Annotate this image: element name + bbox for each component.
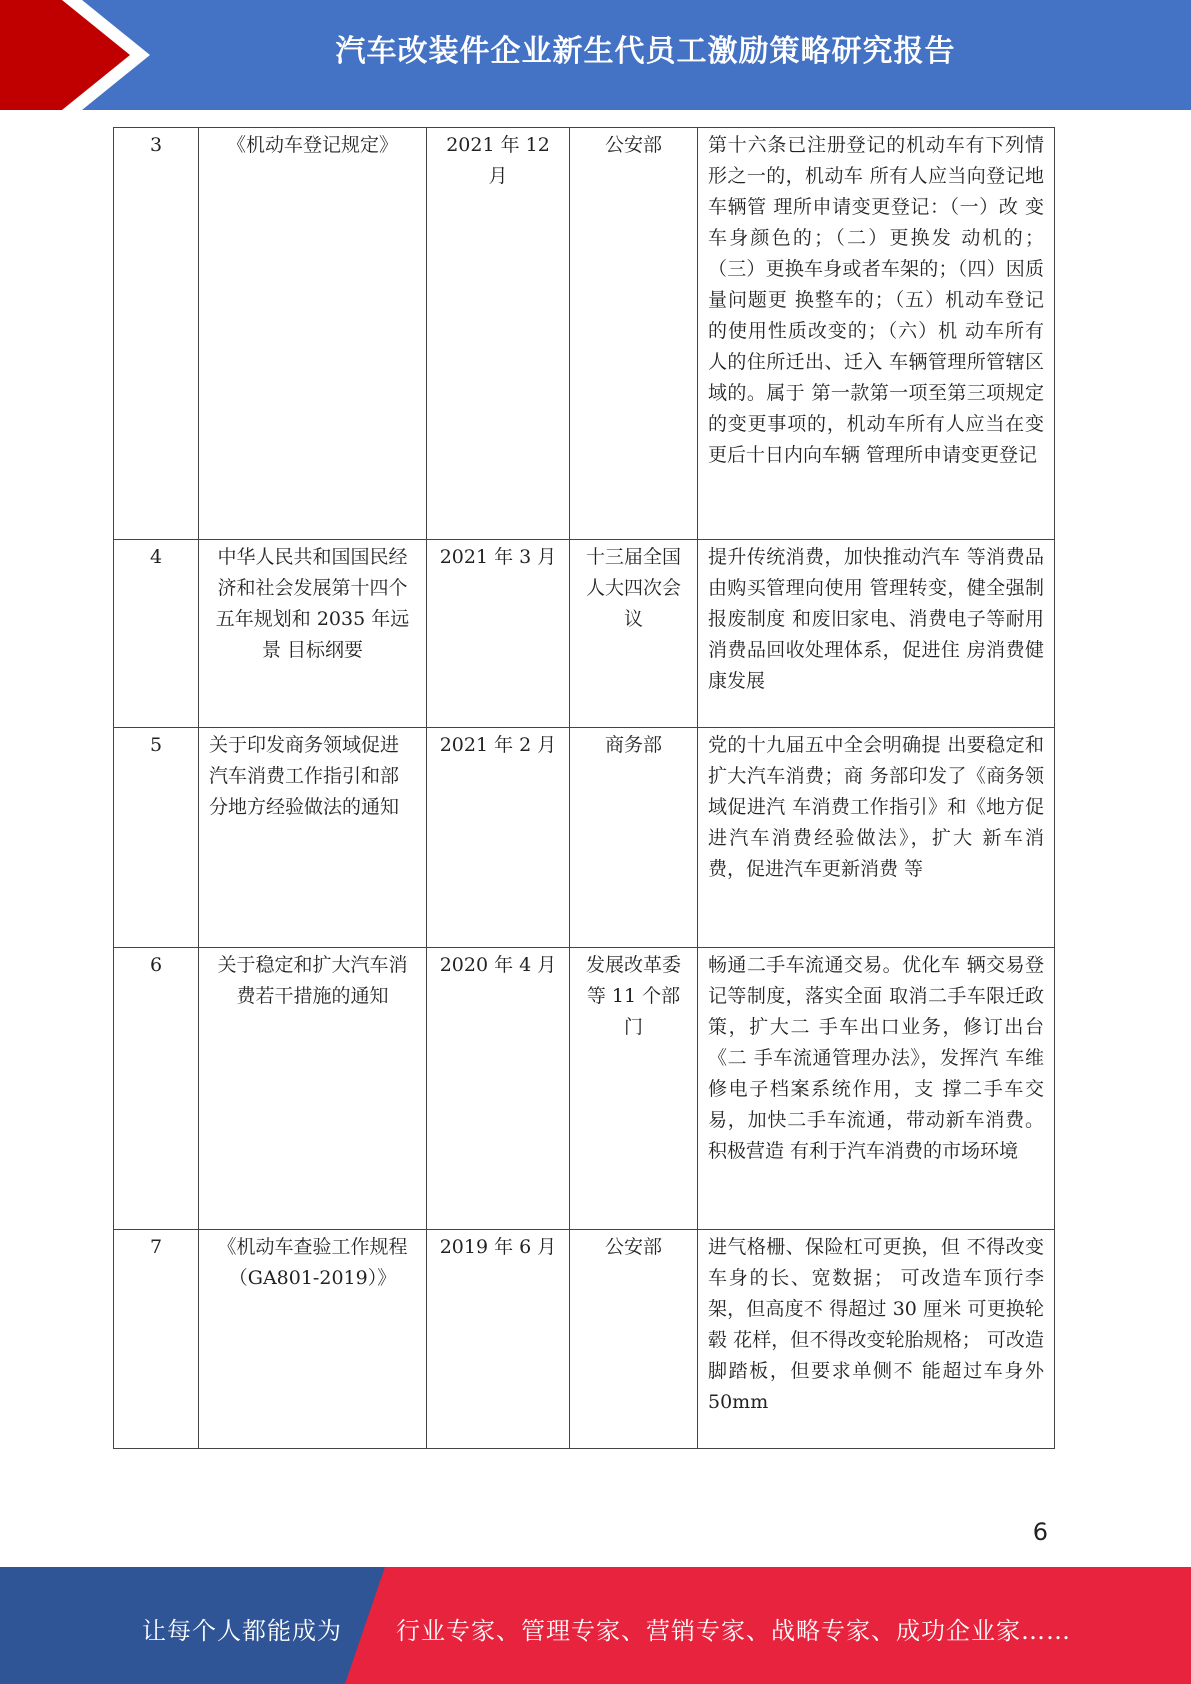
- page-number: 6: [1032, 1518, 1048, 1546]
- policy-content: 第十六条已注册登记的机动车有下列情形之一的，机动车 所有人应当向登记地车辆管 理所申请变更登记：（一）改 变车身颜色的；（二）更换发 动机的；（三）更换车身或者车架的；（四）因质量问题更 换整车的；（五）机动车登记 的使用性质改变的；（六）机 动车所有人的住所迁出、迁入 车辆管理所管辖区域的。属于 第一款第一项至第三项规定 的变更事项的，机动车所有人应当在变更后十日内向车辆 管理所申请变更登记: [698, 128, 1055, 540]
- issue-date: 2019 年 6 月: [427, 1230, 570, 1449]
- policy-content: 党的十九届五中全会明确提 出要稳定和扩大汽车消费；商 务部印发了《商务领域促进汽 车消费工作指引》和《地方促 进汽车消费经验做法》，扩大 新车消费，促进汽车更新消费 等: [698, 728, 1055, 948]
- policy-table: [113, 127, 1055, 1449]
- table-row: [114, 1230, 1055, 1449]
- issue-date: 2020 年 4 月: [427, 948, 570, 1230]
- table-row: [114, 948, 1055, 1230]
- row-number: 4: [114, 540, 199, 728]
- table-row: [114, 128, 1055, 540]
- table-row: [114, 728, 1055, 948]
- issuing-department: 公安部: [570, 1230, 698, 1449]
- policy-name: 《机动车登记规定》: [199, 128, 427, 540]
- policy-name: 关于稳定和扩大汽车消费若干措施的通知: [199, 948, 427, 1230]
- issuing-department: 十三届全国人大四次会议: [570, 540, 698, 728]
- row-number: 5: [114, 728, 199, 948]
- policy-name: 中华人民共和国国民经济和社会发展第十四个五年规划和 2035 年远景 目标纲要: [199, 540, 427, 728]
- issue-date: 2021 年 12 月: [427, 128, 570, 540]
- page-header: [0, 0, 1191, 110]
- header-red-arrow: [0, 0, 145, 110]
- issue-date: 2021 年 3 月: [427, 540, 570, 728]
- issuing-department: 商务部: [570, 728, 698, 948]
- report-title: 汽车改装件企业新生代员工激励策略研究报告: [335, 34, 956, 69]
- policy-name: 《机动车查验工作规程（GA801-2019）》: [199, 1230, 427, 1449]
- policy-content: 畅通二手车流通交易。优化车 辆交易登记等制度，落实全面 取消二手车限迁政策，扩大二 手车出口业务，修订出台《二 手车流通管理办法》，发挥汽 车维修电子档案系统作用，支 撑二手车交易，加快二手车流通，带动新车消费。积极营造 有利于汽车消费的市场环境: [698, 948, 1055, 1230]
- policy-content: 进气格栅、保险杠可更换，但 不得改变车身的长、宽数据； 可改造车顶行李架，但高度不 得超过 30 厘米 可更换轮毂 花样，但不得改变轮胎规格； 可改造脚踏板，但要求单侧不 能超过车身外 50mm: [698, 1230, 1055, 1449]
- row-number: 3: [114, 128, 199, 540]
- policy-name: 关于印发商务领域促进 汽车消费工作指引和部 分地方经验做法的通知: [199, 728, 427, 948]
- footer-slogan-left: 让每个人都能成为: [142, 1617, 342, 1645]
- page-footer: [0, 1567, 1191, 1684]
- table-row: [114, 540, 1055, 728]
- row-number: 7: [114, 1230, 199, 1449]
- issuing-department: 发展改革委等 11 个部门: [570, 948, 698, 1230]
- policy-content: 提升传统消费，加快推动汽车 等消费品由购买管理向使用 管理转变，健全强制报废制度 和废旧家电、消费电子等耐用 消费品回收处理体系，促进住 房消费健康发展: [698, 540, 1055, 728]
- row-number: 6: [114, 948, 199, 1230]
- issue-date: 2021 年 2 月: [427, 728, 570, 948]
- issuing-department: 公安部: [570, 128, 698, 540]
- footer-slogan-right: 行业专家、管理专家、营销专家、战略专家、成功企业家……: [396, 1617, 1071, 1645]
